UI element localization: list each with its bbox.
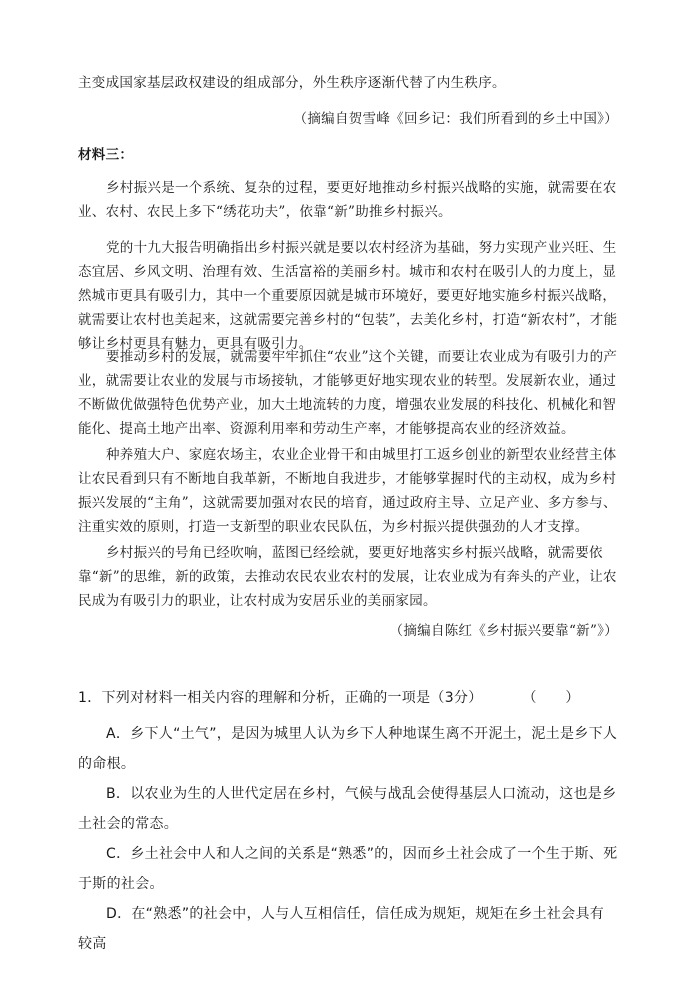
paragraph-2: 党的十九大报告明确指出乡村振兴就是要以农村经济为基础，努力实现产业兴旺、生态宜居、乡风文明、治理有效、生活富裕的美丽乡村。城市和农村在吸引人的力度上，显然城市更具有吸引力，其中一个重要原因就是城市环境好，要更好地实施乡村振兴战略，就需要让农村也美起来，这就需要完善乡村的“包装”，去美化乡村，打造“新农村”，才能够让乡村更具有魅力，更具有吸引力。 — [78, 240, 618, 352]
source-citation-1: （摘编自贺雪峰《回乡记：我们所看到的乡土中国》） — [293, 111, 618, 127]
paragraph-4: 种养殖大户、家庭农场主，农业企业骨干和由城里打工返乡创业的新型农业经营主体让农民看到只有不断地自我革新，不断地自我进步，才能够掌握时代的主动权，成为乡村振兴发展的“主角”，这就需要加强对农民的培育，通过政府主导、立足产业、多方参与、注重实效的原则，打造一支新型的职业农民队伍，为乡村振兴提供强劲的人才支撑。 — [78, 447, 617, 535]
option-a: A．乡下人“土气”，是因为城里人认为乡下人种地谋生离不开泥土，泥土是乡下人的命根。 — [78, 726, 618, 772]
intro-line: 主变成国家基层政权建设的组成部分，外生秩序逐渐代替了内生秩序。 — [78, 75, 506, 91]
question-stem-line — [78, 683, 618, 713]
option-b: B．以农业为生的人世代定居在乡村，气候与战乱会使得基层人口流动，这也是乡土社会的常态。 — [78, 786, 617, 832]
answer-bracket: （ ） — [522, 690, 580, 706]
paragraph-1: 乡村振兴是一个系统、复杂的过程，要更好地推动乡村振兴战略的实施，就需要在农业、农村、农民上多下“绣花功夫”，依靠“新”助推乡村振兴。 — [78, 180, 617, 220]
material-3-heading: 材料三： — [78, 147, 134, 163]
question-stem: 1．下列对材料一相关内容的理解和分析，正确的一项是（3分） — [78, 690, 483, 706]
source-citation-2: （摘编自陈红《乡村振兴要靠“新”》） — [389, 623, 618, 639]
paragraph-5: 乡村振兴的号角已经吹响，蓝图已经绘就，要更好地落实乡村振兴战略，就需要依靠“新”的思维，新的政策，去推动农民农业农村的发展，让农业成为有奔头的产业，让农民成为有吸引力的职业，让农村成为安居乐业的美丽家园。 — [78, 545, 617, 609]
paragraph-3: 要推动乡村的发展，就需要牢牢抓住“农业”这个关键，而要让农业成为有吸引力的产业，就需要让农业的发展与市场接轨，才能够更好地实现农业的转型。发展新农业，通过不断做优做强特色优势产业，加大土地流转的力度，增强农业发展的科技化、机械化和智能化、提高土地产出率、资源利用率和劳动生产率，才能够提高农业的经济效益。 — [78, 349, 618, 437]
option-c: C．乡土社会中人和人之间的关系是“熟悉”的，因而乡土社会成了一个生于斯、死于斯的社会。 — [78, 846, 618, 892]
option-d: D．在“熟悉”的社会中，人与人互相信任，信任成为规矩，规矩在乡土社会具有较高 — [78, 906, 605, 952]
